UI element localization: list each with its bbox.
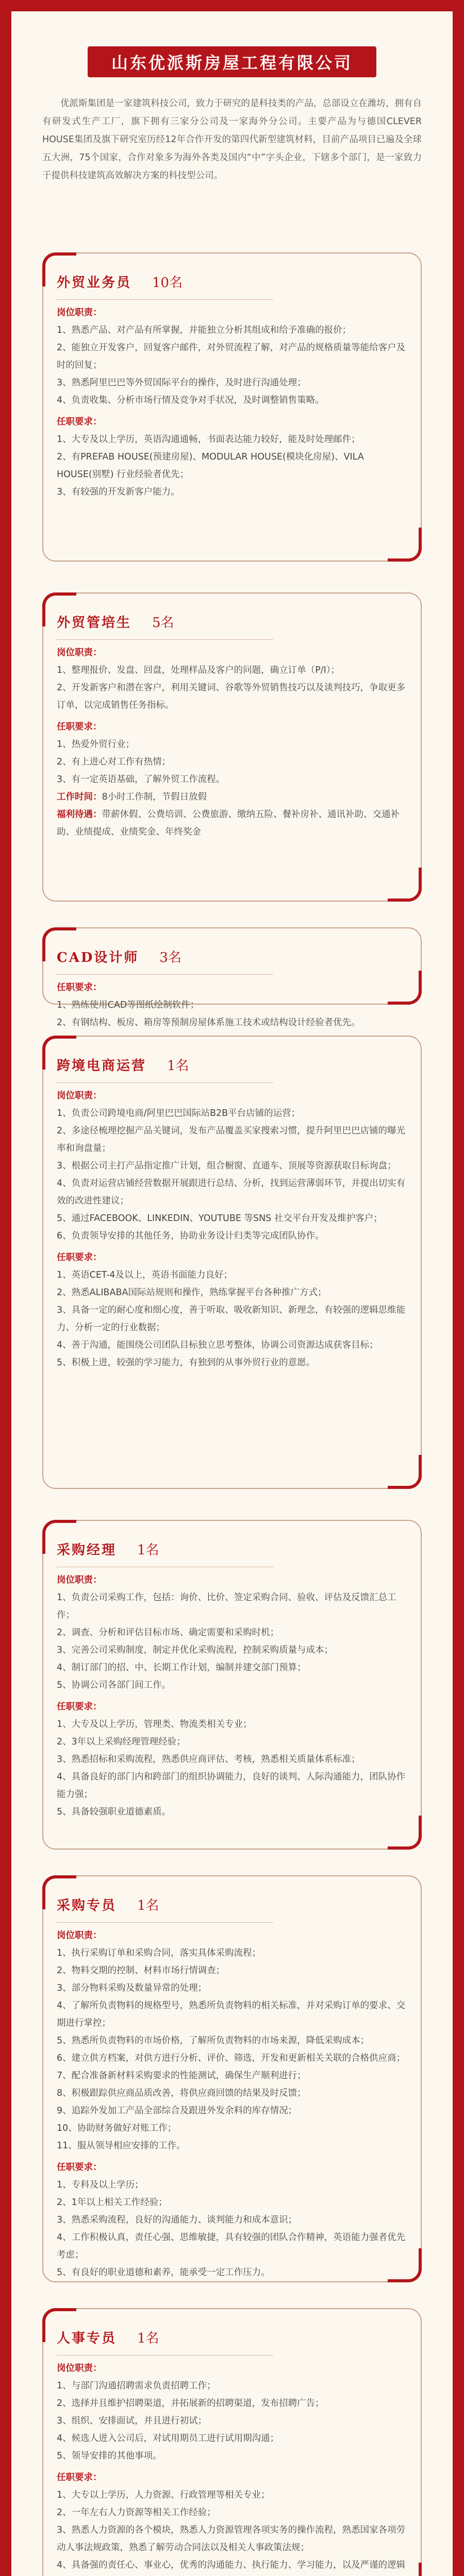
requirement-line: 5、通过FACEBOOK、LINKEDIN、YOUTUBE 等SNS 社交平台开发及维护客户； <box>57 1213 383 1224</box>
requirement-line: 1、大专及以上学历，英语沟通通畅，书面表达能力较好，能及时处理邮件； <box>57 434 360 445</box>
requirement-line: 4、候选人进入公司后，对试用期员工进行试用期沟通； <box>57 2433 279 2444</box>
requirement-line: 3、具备一定的耐心度和细心度，善于听取、吸收新知识、新理念，有较强的逻辑思维能力、分析一定的行业数据； <box>57 1305 406 1333</box>
job-card <box>42 2308 422 2576</box>
requirement-line: 3、熟悉阿里巴巴等外贸国际平台的操作，及时进行沟通处理； <box>57 378 306 388</box>
requirement-line: 9、追踪外发加工产品全部综合及跟进外发余料的库存情况； <box>57 2106 297 2116</box>
requirement-line: 3、部分物料采购及数量异常的处理； <box>57 1983 207 1993</box>
section-heading: 岗位职责： <box>57 2363 102 2374</box>
requirement-line: 2、选择并且维护招聘渠道，并拓展新的招聘渠道，发布招聘广告； <box>57 2398 324 2409</box>
requirement-line: 6、建立供方档案，对供方进行分析、评价、筛选，开发和更新相关关联的合格供应商； <box>57 2053 406 2063</box>
requirement-line: 1、专科及以上学历； <box>57 2180 144 2190</box>
requirement-line: 4、制订部门的招、中、长期工作计划，编制并建交部门预算； <box>57 1663 306 1673</box>
section-heading: 岗位职责： <box>57 1091 102 1101</box>
section-heading: 岗位职责： <box>57 648 102 658</box>
job-header <box>57 1876 273 1923</box>
job-title: 采购经理 <box>57 1543 117 1558</box>
requirement-line: 3、熟悉人力资源的各个模块，熟悉人力资源管理各项实务的操作流程，熟悉国家各项劳动人事法规政策，熟悉了解劳动合同法以及相关人事政策法规； <box>57 2525 406 2553</box>
requirement-line: 1、整理报价、发盘、回盘，处理样品及客户的问题，确立订单（P/I）； <box>57 665 340 675</box>
job-header <box>57 253 273 300</box>
job-headcount: 1名 <box>137 1543 159 1558</box>
requirement-line: 2、物料交期的控制、材料市场行情调查； <box>57 1965 225 1976</box>
section-heading: 任职要求： <box>57 2472 102 2483</box>
requirement-line: 4、了解所负责物料的规格型号，熟悉所负责物料的相关标准，并对采购订单的要求、交期进行掌控； <box>57 2001 406 2028</box>
requirement-line: 5、熟悉所负责物料的市场价格，了解所负责物料的市场来源，降低采购成本； <box>57 2036 370 2046</box>
requirement-line: 1、负责公司跨境电商/阿里巴巴国际站B2B平台店铺的运营； <box>57 1108 301 1118</box>
section-heading: 任职要求： <box>57 1252 102 1263</box>
requirement-line: 3、熟悉招标和采购流程，熟悉供应商评估、考核，熟悉相关质量体系标准； <box>57 1754 360 1765</box>
requirement-line: 4、具备强的责任心、事业心，优秀的沟通能力、执行能力、学习能力，以及严谨的逻辑 <box>57 2560 406 2570</box>
requirement-line: 1、大专及以上学历，管理类、物流类相关专业； <box>57 1719 252 1730</box>
section-heading: 任职要求： <box>57 2162 102 2173</box>
job-headcount: 3名 <box>159 950 181 965</box>
section-heading: 岗位职责： <box>57 1575 102 1585</box>
requirement-line: 6、负责领导安排的其他任务，协助业务设计归类等完成团队协作。 <box>57 1231 324 1241</box>
company-intro: 优派斯集团是一家建筑科技公司，致力于研究的是科技类的产品，总部设立在潍坊，拥有自有研发式生产工厂，旗下拥有三家分公司及一家海外分公司。主要产品为与德国CLEVER HOUSE集团及旗下研究室历经12年合作开发的第四代新型建筑材料，目前产品项目已遍及全球五大洲，75个国家，合作对象多为海外各类及国内“中”字头企业，下辖多个部门，是一家致力于提供科技建筑高效解决方案的科技型公司。 <box>42 98 422 181</box>
requirement-line: 2、一年左右人力资源等相关工作经验； <box>57 2507 216 2518</box>
requirement-line: 1、负责公司采购工作，包括：询价、比价、签定采购合同、验收、评估及反馈汇总工作； <box>57 1592 396 1620</box>
requirement-line: 4、负责收集、分析市场行情及竞争对手状况，及时调整销售策略。 <box>57 395 324 405</box>
section-heading: 任职要求： <box>57 722 102 732</box>
requirement-line: 3、根据公司主打产品指定推广计划，组合橱窗、直通车、顶展等资源获取目标询盘； <box>57 1161 396 1171</box>
job-title: 外贸管培生 <box>57 615 132 631</box>
job-headcount: 1名 <box>167 1058 189 1074</box>
requirement-line: 1、熟练使用CAD等图纸绘制软件； <box>57 1000 200 1010</box>
requirement-line: 4、工作积极认真，责任心强、思维敏捷，具有较强的团队合作精神，英语能力强者优先考虑； <box>57 2232 406 2260</box>
job-header <box>57 928 273 975</box>
section-heading: 任职要求： <box>57 417 102 427</box>
requirement-line: 3、有一定英语基础，了解外贸工作流程。 <box>57 774 225 785</box>
requirement-line: 1、热爱外贸行业； <box>57 739 135 750</box>
job-headcount: 5名 <box>152 615 174 631</box>
job-header <box>57 1521 273 1567</box>
requirement-line: 2、能独立开发客户，回复客户邮件，对外贸流程了解，对产品的规格质量等能给客户及时的回复； <box>57 343 406 370</box>
requirement-line: 2、有钢结构、板房、箱房等预制房屋体系施工技术或结构设计经验者优先。 <box>57 1018 360 1028</box>
requirement-line: 工作时间：8小时工作制，节假日放假 <box>57 792 207 802</box>
requirement-line: 1、英语CET-4及以上，英语书面能力良好； <box>57 1270 233 1280</box>
requirement-line: 4、负责对运营店铺经营数据开展跟进行总结、分析，找到运营薄弱环节，并提出切实有效的改进性建议； <box>57 1178 406 1206</box>
requirement-line: 4、善于沟通，能围绕公司团队目标独立思考整体，协调公司资源达成获客目标； <box>57 1340 378 1350</box>
section-heading: 岗位职责： <box>57 308 102 318</box>
job-card <box>42 252 422 562</box>
requirement-line: 2、熟悉ALIBABA国际站规则和操作，熟练掌握平台各种推广方式； <box>57 1287 327 1298</box>
requirement-line: 7、配合准备新材料采购要求的性能测试，确保生产顺利进行； <box>57 2071 306 2081</box>
job-headcount: 1名 <box>137 2331 159 2346</box>
job-header <box>57 594 273 640</box>
job-headcount: 1名 <box>137 1898 159 1913</box>
requirement-line: 2、1年以上相关工作经验； <box>57 2197 168 2208</box>
section-heading: 任职要求： <box>57 982 102 993</box>
job-card <box>42 927 422 1028</box>
requirement-line: 5、领导安排的其他事项。 <box>57 2451 162 2461</box>
job-title: CAD设计师 <box>57 950 139 965</box>
job-title: 人事专员 <box>57 2331 117 2346</box>
requirement-line: 福利待遇：带薪休假、公费培训、公费旅游、缴纳五险、餐补房补、通讯补助、交通补助、业绩提成、业绩奖金、年终奖金 <box>57 809 400 837</box>
job-card <box>42 1875 422 2282</box>
requirement-line: 3、熟悉采购流程，良好的沟通能力、谈判能力和成本意识； <box>57 2215 297 2225</box>
requirement-line: 4、具备良好的部门内和跨部门的组织协调能力，良好的谈判、人际沟通能力，团队协作能力强； <box>57 1772 406 1800</box>
job-header <box>57 1037 273 1083</box>
requirement-line: 10、协助财务做好对账工作； <box>57 2123 177 2133</box>
job-headcount: 10名 <box>152 275 183 291</box>
requirement-line: 8、积极跟踪供应商品质改善，将供应商回馈的结果及时反馈； <box>57 2088 306 2098</box>
section-heading: 岗位职责： <box>57 1930 102 1941</box>
requirement-line: 5、协调公司各部门间工作。 <box>57 1680 171 1690</box>
job-card <box>42 592 422 902</box>
job-card <box>42 1520 422 1850</box>
job-title: 外贸业务员 <box>57 275 132 291</box>
requirement-line: 2、有PREFAB HOUSE(预建房屋)、MODULAR HOUSE(模块化房屋)、VILA HOUSE(别墅) 行业经验者优先； <box>57 452 364 480</box>
requirement-line: 3、有较强的开发新客户能力。 <box>57 487 180 497</box>
requirement-line: 11、服从领导相应安排的工作。 <box>57 2141 186 2151</box>
requirement-line: 1、执行采购订单和采购合同，落实具体采购流程； <box>57 1948 261 1958</box>
requirement-line: 2、调查、分析和评估目标市场、确定需要和采购时机； <box>57 1628 279 1638</box>
requirement-line: 3、组织、安排面试，并且进行初试； <box>57 2416 207 2426</box>
requirement-line: 5、有良好的职业道德和素养，能承受一定工作压力。 <box>57 2267 270 2278</box>
requirement-line: 3、完善公司采购制度，制定并优化采购流程，控制采购质量与成本； <box>57 1645 334 1655</box>
job-title: 采购专员 <box>57 1898 117 1913</box>
job-card <box>42 1036 422 1489</box>
requirement-line: 5、积极上进，较强的学习能力，有独到的从事外贸行业的意愿。 <box>57 1358 316 1368</box>
company-title: 山东优派斯房屋工程有限公司 <box>88 46 376 77</box>
requirement-line: 2、有上进心对工作有热情； <box>57 757 171 767</box>
requirement-line: 2、开发新客户和潜在客户，利用关键词、谷歌等外贸销售技巧以及谈判技巧，争取更多订单，以完成销售任务指标。 <box>57 683 406 710</box>
section-heading: 任职要求： <box>57 1702 102 1712</box>
requirement-line: 2、3年以上采购经理管理经验； <box>57 1737 186 1747</box>
requirement-line: 1、熟悉产品、对产品有所掌握，并能独立分析其组成和给予准确的报价； <box>57 325 352 335</box>
requirement-line: 2、多途径梳理挖掘产品关键词，发布产品覆盖买家搜索习惯，提升阿里巴巴店铺的曝光率和询盘量； <box>57 1126 406 1154</box>
requirement-line: 1、与部门沟通招聘需求负责招聘工作； <box>57 2381 216 2391</box>
job-title: 跨境电商运营 <box>57 1058 147 1074</box>
job-header <box>57 2309 273 2355</box>
requirement-line: 1、大专以上学历，人力资源、行政管理等相关专业； <box>57 2490 270 2500</box>
requirement-line: 5、具备较强职业道德素质。 <box>57 1807 171 1817</box>
